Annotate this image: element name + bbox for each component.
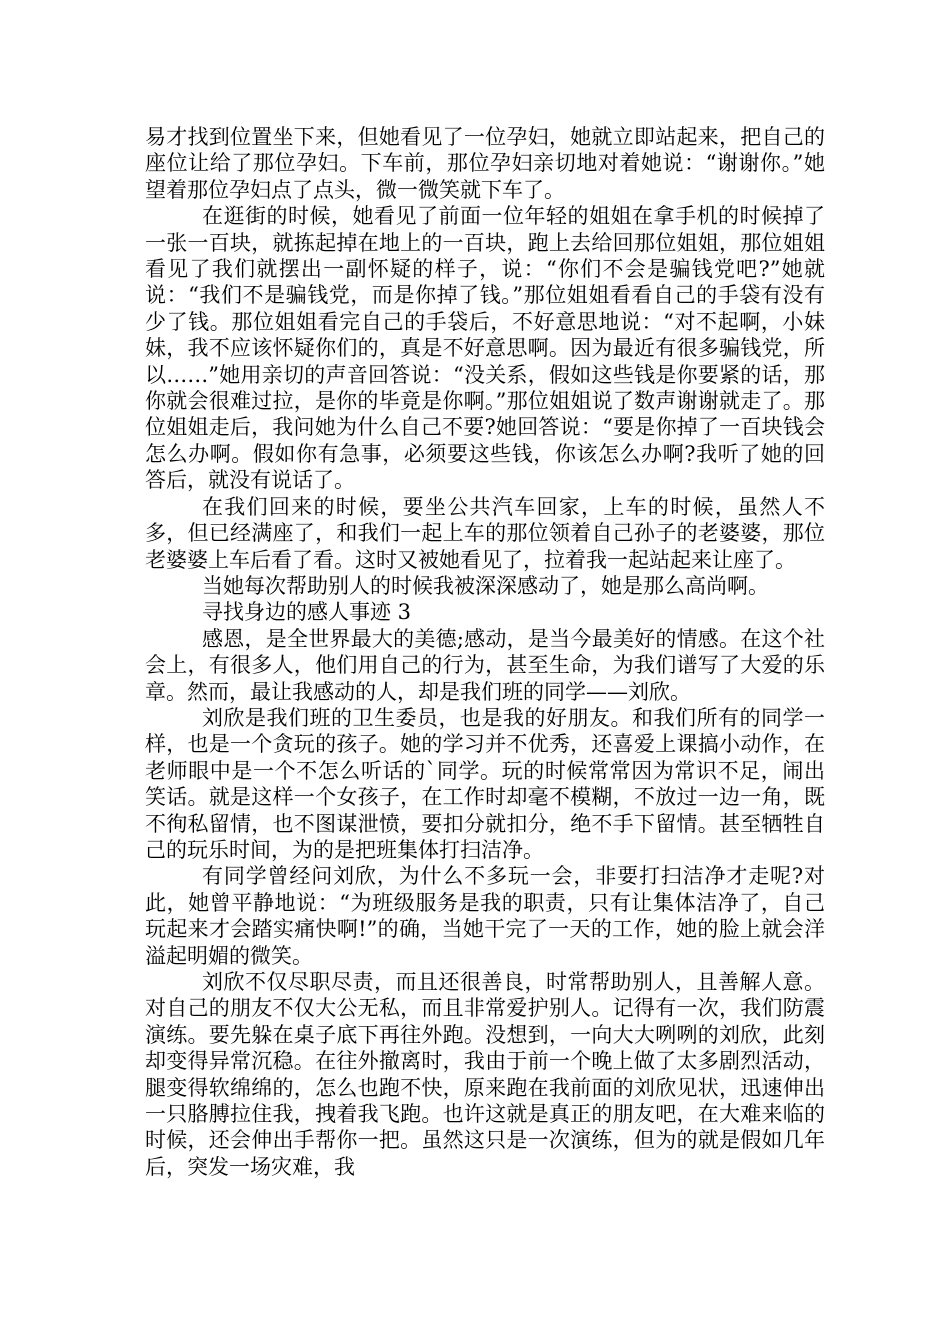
section-heading: 寻找身边的感人事迹 3: [202, 600, 412, 625]
document-body: [145, 124, 825, 1180]
paragraph-3: 在我们回来的时候，要坐公共汽车回家，上车的时候，虽然人不多，但已经满座了，和我们一起上车的那位领着自己孙子的老婆婆，那位老婆婆上车后看了看。这时又被她看见了，拉着我一起站起来让座了。: [145, 494, 825, 572]
paragraph-4: 当她每次帮助别人的时候我被深深感动了，她是那么高尚啊。: [202, 573, 769, 598]
paragraph-2: 在逛街的时候，她看见了前面一位年轻的姐姐在拿手机的时候掉了一张一百块，就拣起掉在地上的一百块，跑上去给回那位姐姐，那位姐姐看见了我们就摆出一副怀疑的样子，说：“你们不会是骗钱党吧?”她就说：“我们不是骗钱党，而是你掉了钱。”那位姐姐看看自己的手袋有没有少了钱。那位姐姐看完自己的手袋后，不好意思地说：“对不起啊，小妹妹，我不应该怀疑你们的，真是不好意思啊。因为最近有很多骗钱党，所以……”她用亲切的声音回答说：“没关系，假如这些钱是你要紧的话，那你就会很难过拉，是你的毕竟是你啊。”那位姐姐说了数声谢谢就走了。那位姐姐走后，我问她为什么自己不要?她回答说：“要是你掉了一百块钱会怎么办啊。假如你有急事，必须要这些钱，你该怎么办啊?我听了她的回答后，就没有说话了。: [145, 204, 825, 493]
paragraph-8: 刘欣不仅尽职尽责，而且还很善良，时常帮助别人，且善解人意。对自己的朋友不仅大公无私，而且非常爱护别人。记得有一次，我们防震演练。要先躲在桌子底下再往外跑。没想到，一向大大咧咧的刘欣，此刻却变得异常沉稳。在往外撤离时，我由于前一个晚上做了太多剧烈活动，腿变得软绵绵的，怎么也跑不快，原来跑在我前面的刘欣见状，迅速伸出一只胳膊拉住我，拽着我飞跑。也许这就是真正的朋友吧，在大难来临的时候，还会伸出手帮你一把。虽然这只是一次演练，但为的就是假如几年后，突发一场灾难，我: [145, 970, 825, 1179]
paragraph-7: 有同学曾经问刘欣，为什么不多玩一会，非要打扫洁净才走呢?对此，她曾平静地说：“为班级服务是我的职责，只有让集体洁净了，自己玩起来才会踏实痛快啊!”的确，当她干完了一天的工作，她的脸上就会洋溢起明媚的微笑。: [145, 864, 825, 968]
paragraph-6: 刘欣是我们班的卫生委员，也是我的好朋友。和我们所有的同学一样，也是一个贪玩的孩子。她的学习并不优秀，还喜爱上课搞小动作，在老师眼中是一个不怎么听话的`同学。玩的时候常常因为常识不足，闹出笑话。就是这样一个女孩子，在工作时却毫不模糊，不放过一边一角，既不徇私留情，也不图谋泄愤，要扣分就扣分，绝不手下留情。甚至牺牲自己的玩乐时间，为的是把班集体打扫洁净。: [145, 705, 825, 862]
paragraph-1: 易才找到位置坐下来，但她看见了一位孕妇，她就立即站起来，把自己的座位让给了那位孕妇。下车前，那位孕妇亲切地对着她说：“谢谢你。”她望着那位孕妇点了点头，微一微笑就下车了。: [145, 125, 825, 202]
paragraph-5: 感恩，是全世界最大的美德;感动，是当今最美好的情感。在这个社会上，有很多人，他们用自己的行为，甚至生命，为我们谱写了大爱的乐章。然而，最让我感动的人，却是我们班的同学——刘欣。: [145, 626, 825, 704]
